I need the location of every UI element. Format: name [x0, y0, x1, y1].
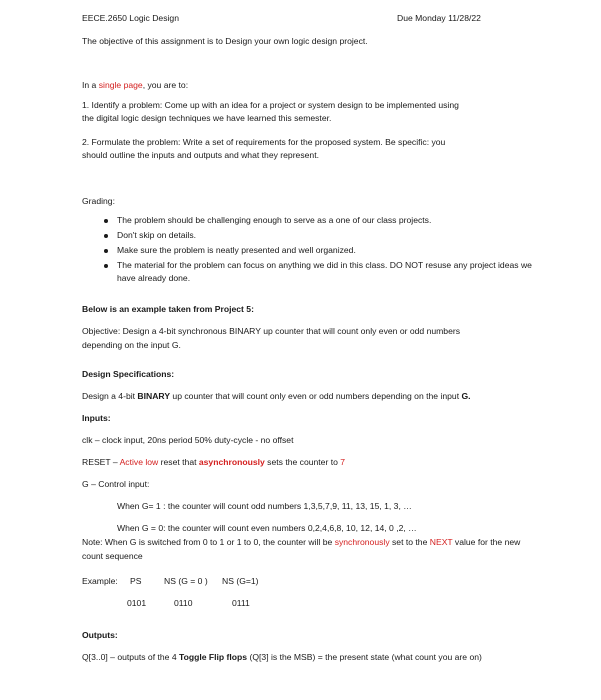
objective-text: The objective of this assignment is to Design your own logic design project. [82, 36, 368, 46]
note-line1 [82, 537, 520, 548]
grading-bullet-1: The problem should be challenging enough to serve as a one of our class projects. [117, 215, 432, 225]
note-line2: count sequence [82, 551, 143, 561]
design-spec-heading: Design Specifications: [82, 369, 175, 379]
ns-g0-header: NS (G = 0 ) [164, 576, 208, 586]
clk-input: clk – clock input, 20ns period 50% duty-cycle - no offset [82, 435, 294, 445]
spec-bold-g: G. [461, 391, 471, 401]
step-1-line2: the digital logic design techniques we have learned this semester. [82, 113, 332, 123]
g-control-input: G – Control input: [82, 479, 150, 489]
intro-highlight: single page [98, 80, 143, 90]
step-1-line1: 1. Identify a problem: Come up with an idea for a project or system design to be implemented using [82, 100, 459, 110]
ps-header: PS [130, 576, 142, 586]
grading-bullet-3: Make sure the problem is neatly presented and well organized. [117, 245, 356, 255]
grading-bullet-4: The material for the problem can focus on anything we did in this class. DO NOT resuse any project ideas we [117, 260, 532, 270]
out-post: (Q[3] is the MSB) = the present state (what count you are on) [247, 652, 482, 662]
inputs-heading: Inputs: [82, 413, 111, 423]
reset-mid2: sets the counter to [264, 457, 341, 467]
reset-mid1: reset that [158, 457, 199, 467]
out-pre: Q[3..0] – outputs of the 4 [82, 652, 179, 662]
course-title: EECE.2650 Logic Design [82, 13, 179, 23]
ps-value: 0101 [127, 598, 147, 608]
ns-g0-value: 0110 [174, 598, 193, 608]
g-equals-0: When G = 0: the counter will count even numbers 0,2,4,6,8, 10, 12, 14, 0 ,2, … [117, 523, 417, 533]
intro-line [82, 80, 188, 91]
example-objective-line1: Objective: Design a 4-bit synchronous BINARY up counter that will count only even or odd numbers [82, 326, 461, 336]
reset-pre: RESET – [82, 457, 120, 467]
due-date: Due Monday 11/28/22 [397, 13, 481, 23]
example-objective-line2: depending on the input G. [82, 340, 181, 350]
design-spec-text [82, 391, 471, 402]
example-label: Example: [82, 576, 118, 586]
reset-asynchronously: asynchronously [198, 457, 265, 467]
reset-value: 7 [340, 457, 346, 467]
step-2-line2: should outline the inputs and outputs and what they represent. [82, 150, 319, 160]
ns-g1-header: NS (G=1) [222, 576, 259, 586]
note-pre: Note: When G is switched from 0 to 1 or 1 to 0, the counter will be [82, 537, 335, 547]
bullet-dot [104, 234, 108, 238]
example-heading: Below is an example taken from Project 5: [82, 304, 254, 314]
ns-g1-value: 0111 [232, 598, 250, 608]
grading-bullet-4-cont: have already done. [117, 273, 191, 283]
spec-bold-binary: BINARY [137, 391, 171, 401]
outputs-text [82, 652, 482, 663]
grading-bullet-2: Don't skip on details. [117, 230, 197, 240]
note-next: NEXT [429, 537, 453, 547]
note-synchronously: synchronously [334, 537, 390, 547]
intro-pre: In a [82, 80, 99, 90]
bullet-dot [104, 219, 108, 223]
step-2-line1: 2. Formulate the problem: Write a set of requirements for the proposed system. Be specific: you [82, 137, 446, 147]
reset-active-low: Active low [119, 457, 159, 467]
reset-input [82, 457, 345, 468]
g-equals-1: When G= 1 : the counter will count odd numbers 1,3,5,7,9, 11, 13, 15, 1, 3, … [117, 501, 412, 511]
spec-mid: up counter that will count only even or odd numbers depending on the input [170, 391, 462, 401]
spec-pre: Design a 4-bit [82, 391, 138, 401]
note-mid: set to the [389, 537, 430, 547]
note-post: value for the new [452, 537, 521, 547]
bullet-dot [104, 264, 108, 268]
grading-title: Grading: [82, 196, 115, 206]
bullet-dot [104, 249, 108, 253]
outputs-heading: Outputs: [82, 630, 118, 640]
intro-post: , you are to: [142, 80, 189, 90]
out-bold-toggle: Toggle Flip flops [178, 652, 248, 662]
